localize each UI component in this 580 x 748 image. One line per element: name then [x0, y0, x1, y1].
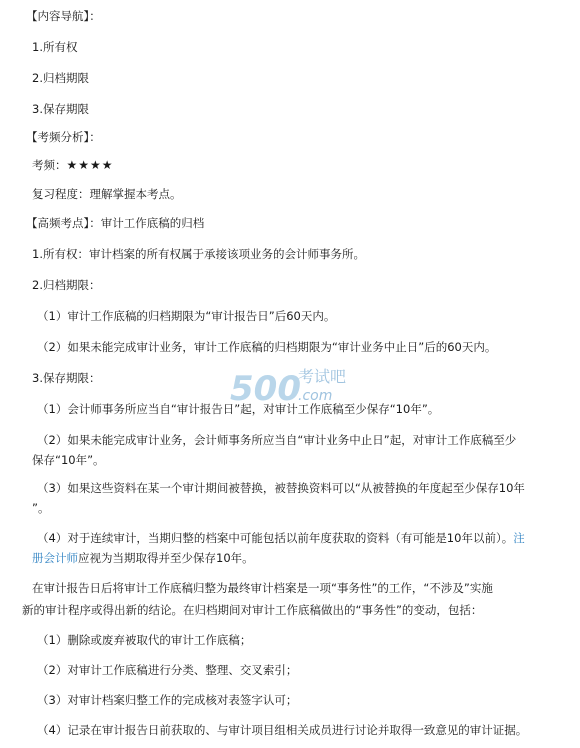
retention-item-4-text: （4）对于连续审计，当期归整的档案中可能包括以前年度获取的资料（有可能是10年以前）。: [37, 531, 514, 545]
closing-paragraph-line1: 在审计报告日后将审计工作底稿归整为最终审计档案是一项“事务性”的工作，“不涉及”实施: [32, 581, 493, 595]
nav-item-ownership: 1.所有权: [32, 40, 78, 54]
retention-item-4-line1: [37, 530, 525, 546]
retention-item-2-line2: 保存“10年”。: [32, 453, 105, 467]
topic-archive-item-2: （2）如果未能完成审计业务，审计工作底稿的归档期限为“审计业务中止日”后的60天内。: [37, 340, 497, 354]
watermark-text: 考试吧: [298, 367, 347, 386]
nav-header: 【内容导航】：: [26, 9, 101, 23]
retention-item-4-text-cont: 应视为当期取得并至少保存10年。: [78, 551, 254, 565]
change-item-3: （3）对审计档案归整工作的完成核对表签字认可；: [37, 693, 298, 707]
retention-item-2-line1: （2）如果未能完成审计业务，会计师事务所应当自“审计业务中止日”起，对审计工作底稿至少: [37, 433, 517, 447]
topic-archive-title: 2.归档期限：: [32, 278, 101, 292]
watermark-number: 500: [230, 369, 301, 409]
change-item-2: （2）对审计工作底稿进行分类、整理、交叉索引；: [37, 663, 298, 677]
topic-ownership: 1.所有权：审计档案的所有权属于承接该项业务的会计师事务所。: [32, 247, 365, 261]
frequency-row: [32, 157, 114, 173]
topic-archive-item-1: （1）审计工作底稿的归档期限为“审计报告日”后60天内。: [37, 309, 336, 323]
watermark-subtext: .com: [298, 388, 333, 404]
nav-item-retention-period: 3.保存期限: [32, 102, 89, 116]
retention-item-1: （1）会计师事务所应当自“审计报告日”起，对审计工作底稿至少保存“10年”。: [37, 402, 440, 416]
frequency-label: 考频：: [32, 158, 67, 172]
analysis-header: 【考频分析】：: [26, 130, 101, 144]
review-level: 复习程度：理解掌握本考点。: [32, 187, 182, 201]
closing-paragraph-line2: 新的审计程序或得出新的结论。在归档期间对审计工作底稿做出的“事务性”的变动，包括：: [22, 603, 483, 617]
cpa-link-part2[interactable]: 册会计师: [32, 551, 78, 565]
retention-item-3-line1: （3）如果这些资料在某一个审计期间被替换，被替换资料可以“从被替换的年度起至少保存10年: [37, 481, 525, 495]
topic-retention-title: 3.保存期限：: [32, 371, 101, 385]
retention-item-3-line2: ”。: [32, 501, 50, 515]
cpa-link-part1[interactable]: 注: [513, 531, 525, 545]
topic-header: 【高频考点】：审计工作底稿的归档: [26, 216, 205, 230]
nav-item-archive-period: 2.归档期限: [32, 71, 89, 85]
retention-item-4-line2: [32, 550, 254, 566]
frequency-stars: ★★★★: [66, 158, 114, 172]
change-item-4: （4）记录在审计报告日前获取的、与审计项目组相关成员进行讨论并取得一致意见的审计证据。: [37, 723, 528, 737]
change-item-1: （1）删除或废弃被取代的审计工作底稿；: [37, 633, 252, 647]
